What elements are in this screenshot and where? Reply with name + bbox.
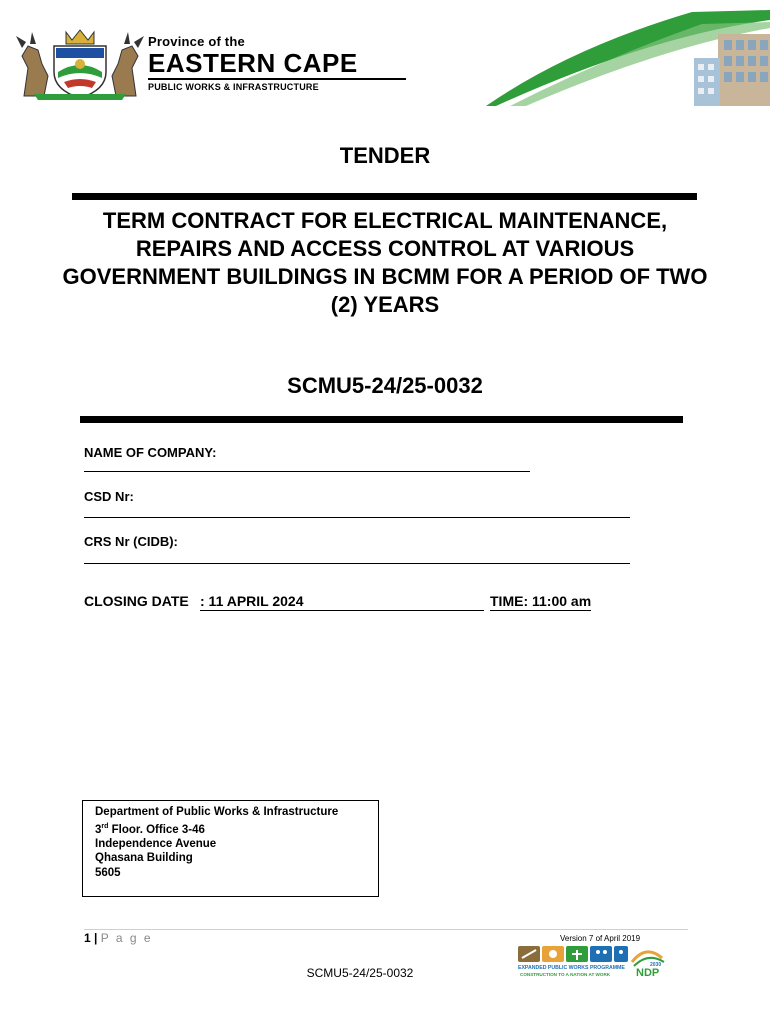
csd-number-label: CSD Nr: — [84, 489, 134, 504]
closing-date-label: CLOSING DATE — [84, 593, 189, 609]
closing-date-value: : 11 APRIL 2024 — [200, 593, 484, 611]
delivery-address-box — [82, 800, 379, 897]
heading-divider — [72, 193, 697, 200]
closing-time-label: TIME: — [490, 593, 529, 609]
address-building: Qhasana Building — [95, 852, 193, 865]
crs-number-label: CRS Nr (CIDB): — [84, 534, 178, 549]
epwp-slogan-text: CONSTRUCTION TO A NATION AT WORK — [520, 972, 611, 977]
logo-department-text: PUBLIC WORKS & INFRASTRUCTURE — [148, 82, 319, 92]
company-name-field[interactable] — [84, 471, 530, 472]
coat-of-arms-icon — [14, 28, 146, 100]
csd-number-field[interactable] — [84, 517, 630, 518]
version-note: Version 7 of April 2019 — [560, 934, 641, 943]
address-postal-code: 5605 — [95, 866, 121, 879]
address-street: Independence Avenue — [95, 837, 217, 850]
document-heading: TENDER — [339, 143, 431, 168]
reference-divider — [80, 416, 683, 423]
page-number: 1 | P a g e — [84, 931, 153, 945]
logo-divider — [148, 78, 406, 80]
footer-reference: SCMU5-24/25-0032 — [306, 966, 414, 980]
ndp-year-text: 2030 — [650, 962, 662, 968]
logo-province-text: Province of the — [148, 34, 245, 49]
logo-eastern-cape-text: EASTERN CAPE — [148, 48, 358, 78]
company-name-label: NAME OF COMPANY: — [84, 445, 217, 460]
closing-time — [490, 593, 591, 611]
document-reference: SCMU5-24/25-0032 — [287, 373, 483, 398]
building-banner-image — [480, 8, 770, 108]
department-logo — [10, 22, 410, 102]
closing-time-value: 11:00 am — [532, 593, 592, 609]
document-title: TERM CONTRACT FOR ELECTRICAL MAINTENANCE, REPAIRS AND ACCESS CONTROL AT VARIOUS GOVERNMENT BUILDINGS IN BCMM FOR A PERIOD OF TWO (2) YEARS — [62, 208, 708, 317]
epwp-text: EXPANDED PUBLIC WORKS PROGRAMME — [518, 965, 625, 971]
address-floor: 3rd Floor. Office 3-46 — [95, 822, 205, 836]
ndp-text: NDP — [636, 967, 660, 979]
footer-divider — [84, 929, 688, 930]
address-department: Department of Public Works & Infrastructure — [95, 806, 339, 818]
crs-number-field[interactable] — [84, 563, 630, 564]
